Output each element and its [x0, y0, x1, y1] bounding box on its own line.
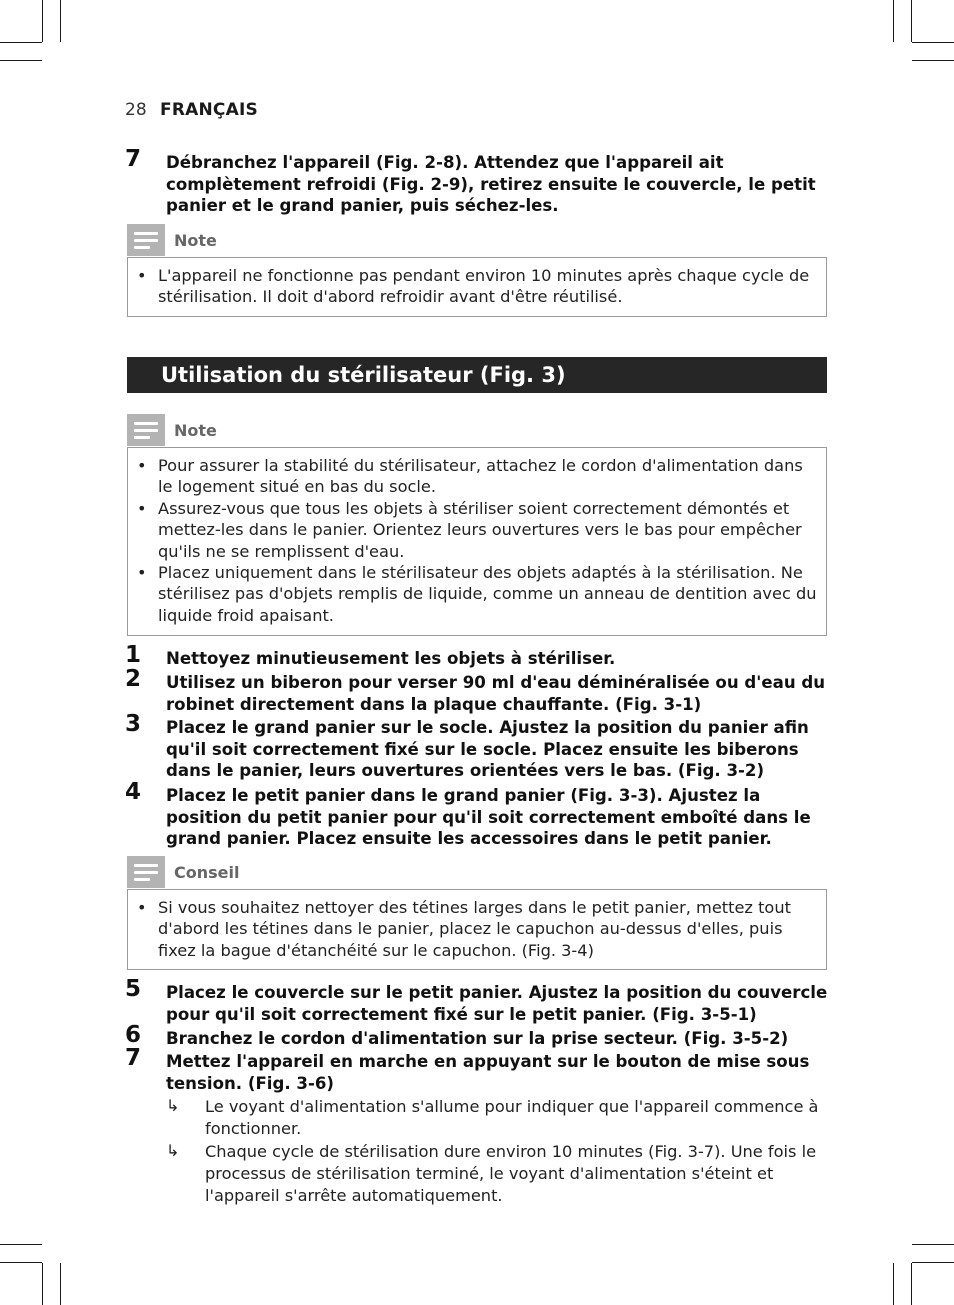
step-number: 4 — [125, 779, 142, 805]
tip-title: Conseil — [174, 862, 240, 882]
note-title: Note — [174, 420, 217, 440]
crop-mark — [42, 0, 43, 42]
result-item — [166, 1096, 830, 1139]
result-arrow-icon: ↳ — [166, 1096, 180, 1116]
step-2 — [125, 666, 830, 715]
step-number: 3 — [125, 711, 142, 737]
step-text: Nettoyez minutieusement les objets à stériliser. — [166, 649, 616, 668]
step-number: 1 — [125, 642, 142, 668]
note-icon — [127, 224, 165, 256]
note-item: • Assurez-vous que tous les objets à stériliser soient correctement démontés et mettez-les dans le panier. Orientez leurs ouvertures vers le bas pour empêcher qu'ils ne se remplissent d'eau. — [128, 498, 818, 562]
crop-mark — [893, 0, 894, 42]
tip-icon — [127, 856, 165, 888]
page-number: 28 — [125, 100, 147, 120]
note-box — [127, 447, 827, 636]
tip-item: • Si vous souhaitez nettoyer des tétines larges dans le petit panier, mettez tout d'abord les tétines dans le panier, placez le capuchon au-dessus d'elles, puis fixez la bague d'étanchéité sur le capuchon. (Fig. 3-4) — [128, 897, 818, 961]
section-heading: Utilisation du stérilisateur (Fig. 3) — [127, 357, 827, 393]
page-header — [125, 100, 258, 120]
step-number: 7 — [125, 1045, 142, 1071]
step-number: 2 — [125, 666, 142, 692]
crop-mark — [912, 60, 954, 61]
note-item: • Pour assurer la stabilité du stérilisateur, attachez le cordon d'alimentation dans le logement situé en bas du socle. — [128, 455, 818, 498]
crop-mark — [911, 0, 912, 42]
step-number: 7 — [125, 146, 142, 172]
step-3 — [125, 711, 830, 782]
step-number: 6 — [125, 1022, 142, 1048]
step-text: Placez le grand panier sur le socle. Ajustez la position du panier afin qu'il soit correctement fixé sur le socle. Placez ensuite les biberons dans le panier, leurs ouvertures orientées vers le bas. (Fig. 3-2) — [166, 718, 809, 781]
note-icon — [127, 414, 165, 446]
note-label — [127, 414, 217, 446]
crop-mark — [912, 1262, 954, 1263]
result-item — [166, 1141, 830, 1206]
crop-mark — [0, 1262, 42, 1263]
crop-mark — [0, 60, 42, 61]
note-title: Note — [174, 230, 217, 250]
step-6 — [125, 1022, 830, 1050]
result-text: Le voyant d'alimentation s'allume pour indiquer que l'appareil commence à fonctionner. — [205, 1097, 819, 1138]
crop-mark — [912, 1244, 954, 1245]
crop-mark — [0, 42, 42, 43]
result-arrow-icon: ↳ — [166, 1141, 180, 1161]
step-text: Placez le petit panier dans le grand panier (Fig. 3-3). Ajustez la position du petit panier pour qu'il soit correctement emboîté dans le grand panier. Placez ensuite les accessoires dans le petit panier. — [166, 786, 811, 849]
step-5 — [125, 976, 830, 1025]
tip-box — [127, 889, 827, 970]
note-box — [127, 257, 827, 317]
language-label: FRANÇAIS — [160, 100, 258, 120]
crop-mark — [60, 1263, 61, 1305]
step-1 — [125, 642, 830, 670]
tip-label — [127, 856, 239, 888]
crop-mark — [60, 0, 61, 42]
step-text: Mettez l'appareil en marche en appuyant sur le bouton de mise sous tension. (Fig. 3-6) — [166, 1052, 810, 1093]
crop-mark — [0, 1244, 42, 1245]
step-text: Débranchez l'appareil (Fig. 2-8). Attendez que l'appareil ait complètement refroidi (Fig. 2-9), retirez ensuite le couvercle, le petit panier et le grand panier, puis séchez-les. — [166, 153, 816, 216]
crop-mark — [911, 1263, 912, 1305]
step-text: Branchez le cordon d'alimentation sur la prise secteur. (Fig. 3-5-2) — [166, 1029, 789, 1048]
step-7-power-on — [125, 1045, 830, 1206]
step-text: Placez le couvercle sur le petit panier. Ajustez la position du couvercle pour qu'il soit correctement fixé sur le petit panier. (Fig. 3-5-1) — [166, 983, 828, 1024]
step-number: 5 — [125, 976, 142, 1002]
crop-mark — [893, 1263, 894, 1305]
step-text: Utilisez un biberon pour verser 90 ml d'eau déminéralisée ou d'eau du robinet directement dans la plaque chauffante. (Fig. 3-1) — [166, 673, 826, 714]
note-item: • Placez uniquement dans le stérilisateur des objets adaptés à la stérilisation. Ne stérilisez pas d'objets remplis de liquide, comme un anneau de dentition avec du liquide froid apaisant. — [128, 562, 818, 626]
step-4 — [125, 779, 830, 850]
crop-mark — [42, 1263, 43, 1305]
note-item: • L'appareil ne fonctionne pas pendant environ 10 minutes après chaque cycle de stérilisation. Il doit d'abord refroidir avant d'être réutilisé. — [128, 265, 818, 308]
result-text: Chaque cycle de stérilisation dure environ 10 minutes (Fig. 3-7). Une fois le processus de stérilisation terminé, le voyant d'alimentation s'éteint et l'appareil s'arrête automatiquement. — [205, 1142, 817, 1205]
note-label — [127, 224, 217, 256]
crop-mark — [912, 42, 954, 43]
step-7-unplug — [125, 146, 830, 217]
